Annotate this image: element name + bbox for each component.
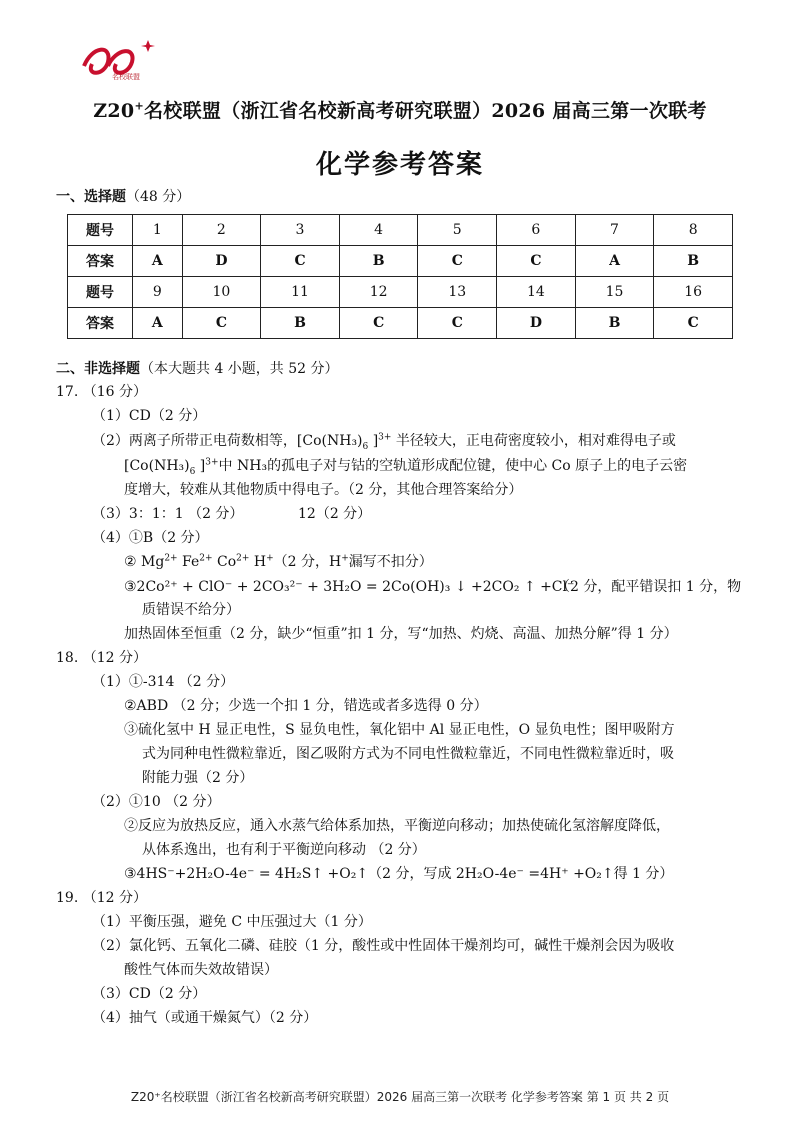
- q18-line8: 从体系逸出，也有利于平衡逆向移动 （2 分）: [142, 842, 426, 858]
- q17-part4b: ② $Mg^{2+}$ $Fe^{2+}$ $Co^{2+}$ H+（2 分，H+漏写不扣分）: [124, 553, 433, 570]
- answer-table-cell: D: [182, 246, 261, 277]
- answer-table-cell: 4: [339, 215, 418, 246]
- q17-title: 17. （16 分）: [56, 384, 147, 400]
- answer-table-row: [68, 215, 733, 246]
- answer-table-cell: B: [654, 246, 733, 277]
- answer-table-cell: 12: [339, 277, 418, 308]
- q17-part2-line3: 度增大，较难从其他物质中得电子。（2 分，其他合理答案给分）: [124, 482, 523, 498]
- answer-table-cell: 1: [133, 215, 183, 246]
- q19-title: 19. （12 分）: [56, 890, 147, 906]
- answer-table-cell: B: [575, 308, 654, 339]
- q18-line7: ②反应为放热反应，通入水蒸气给体系加热，平衡逆向移动；加热使硫化氢溶解度降低，: [124, 818, 670, 834]
- logo-text: 名校联盟: [112, 73, 140, 81]
- answer-table-cell: 9: [133, 277, 183, 308]
- answer-table-cell: 8: [654, 215, 733, 246]
- answer-table-row-header: 答案: [68, 308, 133, 339]
- answer-table: [67, 214, 733, 339]
- answer-table-cell: 11: [261, 277, 340, 308]
- answer-table-cell: C: [182, 308, 261, 339]
- answer-table-cell: C: [418, 246, 497, 277]
- answer-table-cell: 2: [182, 215, 261, 246]
- exam-header: Z20+名校联盟（浙江省名校新高考研究联盟）2026 届高三第一次联考: [93, 99, 707, 122]
- answer-table-cell: B: [339, 246, 418, 277]
- answer-table-cell: 10: [182, 277, 261, 308]
- answer-table-row: [68, 246, 733, 277]
- q17-part2-line1: （2）两离子所带正电荷数相等，[$Co(NH_3)_6$ ]$^{3+}$ 半径较大，正电荷密度较小，相对难得电子或: [92, 432, 676, 452]
- q18-line1: （1）①-314 （2 分）: [92, 674, 235, 690]
- q17-part5: 加热固体至恒重（2 分，缺少“恒重”扣 1 分，写“加热、灼烧、高温、加热分解”得 1 分）: [124, 626, 678, 642]
- answer-table-row: [68, 308, 733, 339]
- q17-part4c-cont: 质错误不给分）: [142, 602, 240, 618]
- section-nonchoice-heading: 二、非选择题（本大题共 4 小题，共 52 分）: [56, 361, 339, 377]
- answer-table-cell: 15: [575, 277, 654, 308]
- answer-table-cell: C: [261, 246, 340, 277]
- q17-part1: （1）CD（2 分）: [92, 408, 207, 424]
- answer-table-row-header: 答案: [68, 246, 133, 277]
- answer-table-cell: 14: [497, 277, 576, 308]
- answer-table-cell: A: [575, 246, 654, 277]
- answer-table-row-header: 题号: [68, 277, 133, 308]
- q19-line5: （4）抽气（或通干燥氮气）（2 分）: [92, 1010, 318, 1026]
- answer-table-cell: C: [418, 308, 497, 339]
- q18-title: 18. （12 分）: [56, 650, 147, 666]
- answer-table-cell: A: [133, 308, 183, 339]
- answer-table-row-header: 题号: [68, 215, 133, 246]
- q17-part4a: （4）①B（2 分）: [92, 530, 209, 546]
- answer-table-cell: B: [261, 308, 340, 339]
- q18-line3: ③硫化氢中 H 显正电性，S 显负电性，氧化铝中 Al 显正电性，O 显负电性；图甲吸附方: [124, 722, 675, 738]
- answer-table-cell: C: [339, 308, 418, 339]
- q19-line4: （3）CD（2 分）: [92, 986, 207, 1002]
- answer-table-cell: 16: [654, 277, 733, 308]
- q17-part4c-equation: ③2Co²⁺ + ClO⁻ + 2CO₃²⁻ + 3H₂O = 2Co(OH)₃ ↓ +2CO₂ ↑ +Cl⁻: [124, 579, 575, 595]
- q18-line6: （2）①10 （2 分）: [92, 794, 221, 810]
- q17-part3a: （3）3：1：1 （2 分）: [92, 506, 244, 522]
- answer-table-cell: D: [497, 308, 576, 339]
- q18-line5: 附能力强（2 分）: [142, 770, 254, 786]
- q17-part2-line2: [$Co(NH_3)_6$ ]$^{3+}$中 NH₃的孤电子对与钴的空轨道形成配位键，使中心 Co 原子上的电子云密: [124, 457, 688, 477]
- q18-line4: 式为同种电性微粒靠近，图乙吸附方式为不同电性微粒靠近，不同电性微粒靠近时，吸: [142, 746, 674, 762]
- answer-table-cell: 3: [261, 215, 340, 246]
- q19-line3: 酸性气体而失效故错误）: [124, 962, 278, 978]
- answer-table-cell: C: [497, 246, 576, 277]
- answer-table-cell: 7: [575, 215, 654, 246]
- q17-part4c-note: （2 分，配平错误扣 1 分，物: [556, 579, 742, 595]
- q17-part3b: 12（2 分）: [298, 506, 372, 522]
- q19-line1: （1）平衡压强，避免 C 中压强过大（1 分）: [92, 914, 372, 930]
- answer-table-cell: A: [133, 246, 183, 277]
- q19-line2: （2）氯化钙、五氧化二磷、硅胶（1 分，酸性或中性固体干燥剂均可，碱性干燥剂会因为吸收: [92, 938, 675, 954]
- section-choice-heading: 一、选择题（48 分）: [56, 189, 191, 205]
- q18-line9: ③4HS⁻+2H₂O-4e⁻ = 4H₂S↑ +O₂↑（2 分，写成 2H₂O-4e⁻ =4H⁺ +O₂↑得 1 分）: [124, 866, 674, 882]
- subject-title: 化学参考答案: [315, 150, 484, 180]
- answer-table-row: [68, 277, 733, 308]
- q18-line2: ②ABD （2 分；少选一个扣 1 分，错选或者多选得 0 分）: [124, 698, 488, 714]
- answer-table-cell: 13: [418, 277, 497, 308]
- answer-table-cell: C: [654, 308, 733, 339]
- answer-table-cell: 6: [497, 215, 576, 246]
- answer-table-cell: 5: [418, 215, 497, 246]
- page-footer: Z20⁺名校联盟（浙江省名校新高考研究联盟）2026 届高三第一次联考 化学参考答案 第 1 页 共 2 页: [130, 1090, 670, 1104]
